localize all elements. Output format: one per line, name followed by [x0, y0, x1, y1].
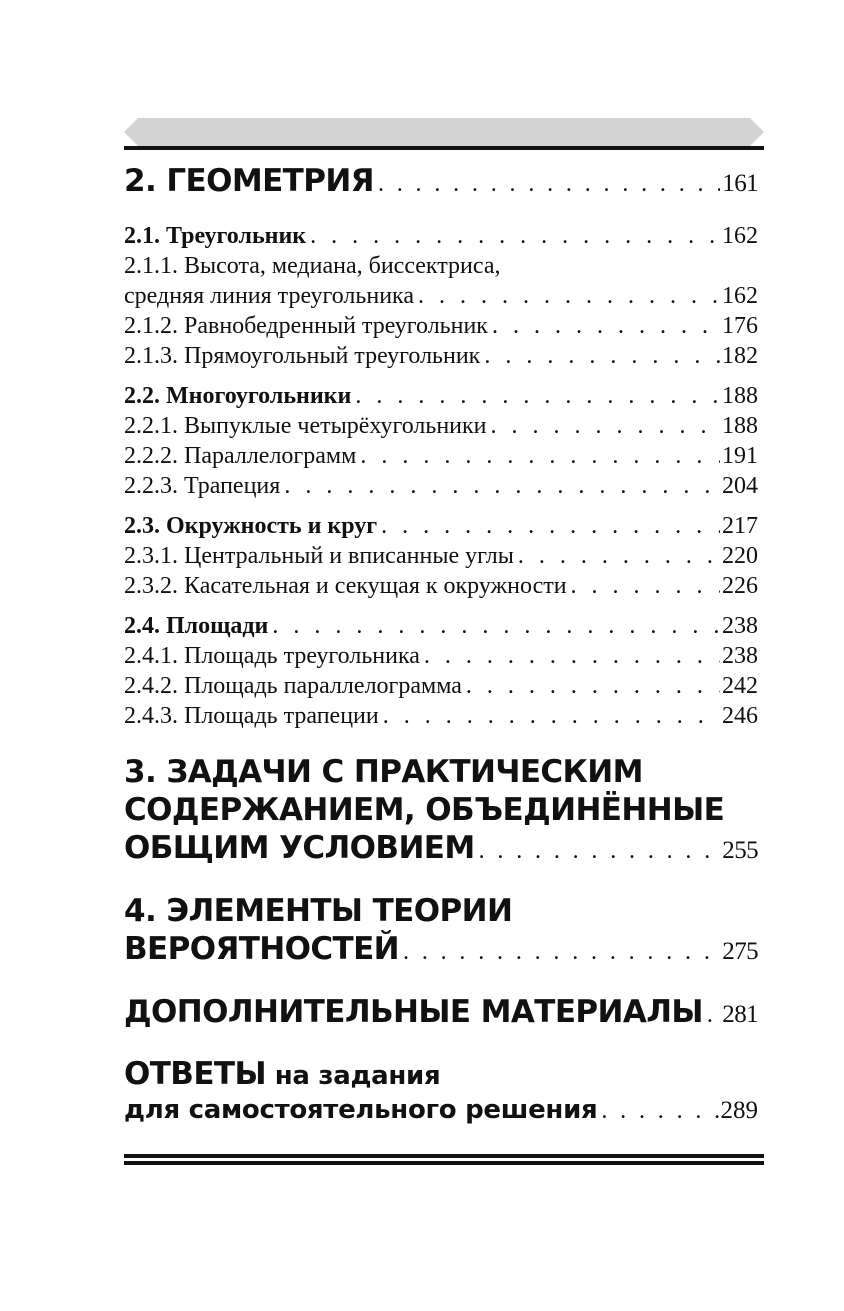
toc-page: 220: [722, 543, 758, 569]
top-rule: [124, 146, 764, 150]
leader-dots: [514, 541, 720, 571]
toc-subsection-2-3-2[interactable]: [124, 571, 758, 601]
leader-dots: [351, 381, 720, 411]
toc-subsection-2-4-3[interactable]: [124, 701, 758, 731]
toc-section-2-3[interactable]: [124, 511, 758, 541]
toc-section-2-1[interactable]: [124, 221, 758, 251]
toc-page: 242: [722, 673, 758, 699]
toc-subsection-2-1-2[interactable]: [124, 311, 758, 341]
toc-answers-word2: на задания: [265, 1061, 441, 1091]
header-banner: [124, 118, 764, 146]
toc-chapter-2[interactable]: [124, 162, 758, 203]
toc-label: 2.3.1. Центральный и вписанные углы: [124, 543, 514, 569]
toc-section-2-4[interactable]: [124, 611, 758, 641]
leader-dots: [377, 511, 720, 541]
toc-answers-word1: ОТВЕТЫ: [124, 1056, 266, 1092]
leader-dots: [480, 341, 720, 371]
bottom-rule: [124, 1154, 764, 1158]
toc-subsection-2-3-1[interactable]: [124, 541, 758, 571]
toc-label: 2.2. Многоугольники: [124, 383, 352, 409]
toc-label: 2.2.1. Выпуклые четырёхугольники: [124, 413, 487, 439]
toc-subsection-2-4-1[interactable]: [124, 641, 758, 671]
toc-page: 161: [722, 170, 758, 197]
leader-dots: [379, 701, 720, 731]
leader-dots: [374, 165, 720, 203]
leader-dots: [268, 611, 720, 641]
toc-page: 188: [722, 413, 758, 439]
toc-subsection-2-2-2[interactable]: [124, 441, 758, 471]
toc-page: 255: [722, 837, 758, 864]
leader-dots: [703, 996, 720, 1034]
toc-page: 281: [722, 1001, 758, 1028]
toc-subsection-2-1-1[interactable]: [124, 281, 758, 311]
toc-page: 246: [722, 703, 758, 729]
toc-label: 2.1.3. Прямоугольный треугольник: [124, 343, 481, 369]
toc-label: 2.1. Треугольник: [124, 223, 307, 249]
toc-answers-line2: [124, 1092, 758, 1129]
toc-page: 182: [722, 343, 758, 369]
toc-label: средняя линия треугольника: [124, 283, 414, 309]
toc-label: 2.2.3. Трапеция: [124, 473, 281, 499]
toc-subsection-2-2-3[interactable]: [124, 471, 758, 501]
toc-answers-line1: [124, 1056, 758, 1092]
toc-chapter-3-line1[interactable]: 3. ЗАДАЧИ С ПРАКТИЧЕСКИМ: [124, 754, 643, 790]
toc-answers[interactable]: [124, 1056, 758, 1129]
toc-label: ОБЩИМ УСЛОВИЕМ: [124, 830, 475, 866]
toc-subsection-2-1-1-line1[interactable]: 2.1.1. Высота, медиана, биссектриса,: [124, 253, 501, 279]
leader-dots: [462, 671, 720, 701]
toc-label: 2.3. Окружность и круг: [124, 513, 378, 539]
toc-label: 2.4. Площади: [124, 613, 269, 639]
toc-page: 238: [722, 613, 758, 639]
toc-label: 2. ГЕОМЕТРИЯ: [124, 163, 374, 199]
toc-page: 226: [722, 573, 758, 599]
leader-dots: [597, 1093, 718, 1129]
toc-subsection-2-4-2[interactable]: [124, 671, 758, 701]
leader-dots: [487, 411, 720, 441]
leader-dots: [488, 311, 720, 341]
leader-dots: [356, 441, 720, 471]
leader-dots: [306, 221, 720, 251]
toc-subsection-2-2-1[interactable]: [124, 411, 758, 441]
toc-label: ДОПОЛНИТЕЛЬНЫЕ МАТЕРИАЛЫ: [124, 994, 703, 1030]
toc-additional-materials[interactable]: [124, 993, 758, 1034]
toc-chapter-3-line2[interactable]: СОДЕРЖАНИЕМ, ОБЪЕДИНЁННЫЕ: [124, 792, 725, 828]
toc-page: 217: [722, 513, 758, 539]
toc-page: 204: [722, 473, 758, 499]
toc-label: 2.3.2. Касательная и секущая к окружности: [124, 573, 567, 599]
toc-page: 191: [722, 443, 758, 469]
toc-label: 2.2.2. Параллелограмм: [124, 443, 357, 469]
leader-dots: [414, 281, 720, 311]
toc-chapter-4-line1[interactable]: 4. ЭЛЕМЕНТЫ ТЕОРИИ: [124, 893, 513, 929]
toc-label: 2.4.1. Площадь треугольника: [124, 643, 420, 669]
toc-page: 275: [722, 938, 758, 965]
toc-label: ВЕРОЯТНОСТЕЙ: [124, 931, 400, 967]
toc-page: 162: [722, 223, 758, 249]
leader-dots: [475, 832, 721, 870]
bottom-rule: [124, 1161, 764, 1165]
toc-label: 2.4.3. Площадь трапеции: [124, 703, 379, 729]
toc-page: 238: [722, 643, 758, 669]
toc-page: 289: [720, 1097, 758, 1124]
leader-dots: [280, 471, 720, 501]
toc-subsection-2-1-3[interactable]: [124, 341, 758, 371]
toc-chapter-4[interactable]: [124, 930, 758, 971]
table-of-contents: [124, 162, 758, 1129]
toc-label: 2.1.2. Равнобедренный треугольник: [124, 313, 488, 339]
toc-chapter-3[interactable]: [124, 829, 758, 870]
leader-dots: [420, 641, 720, 671]
toc-page: 162: [722, 283, 758, 309]
leader-dots: [567, 571, 720, 601]
toc-page: 176: [722, 313, 758, 339]
toc-page: 188: [722, 383, 758, 409]
toc-label: для самостоятельного решения: [124, 1095, 598, 1125]
toc-section-2-2[interactable]: [124, 381, 758, 411]
leader-dots: [399, 933, 720, 971]
toc-label: 2.4.2. Площадь параллелограмма: [124, 673, 462, 699]
